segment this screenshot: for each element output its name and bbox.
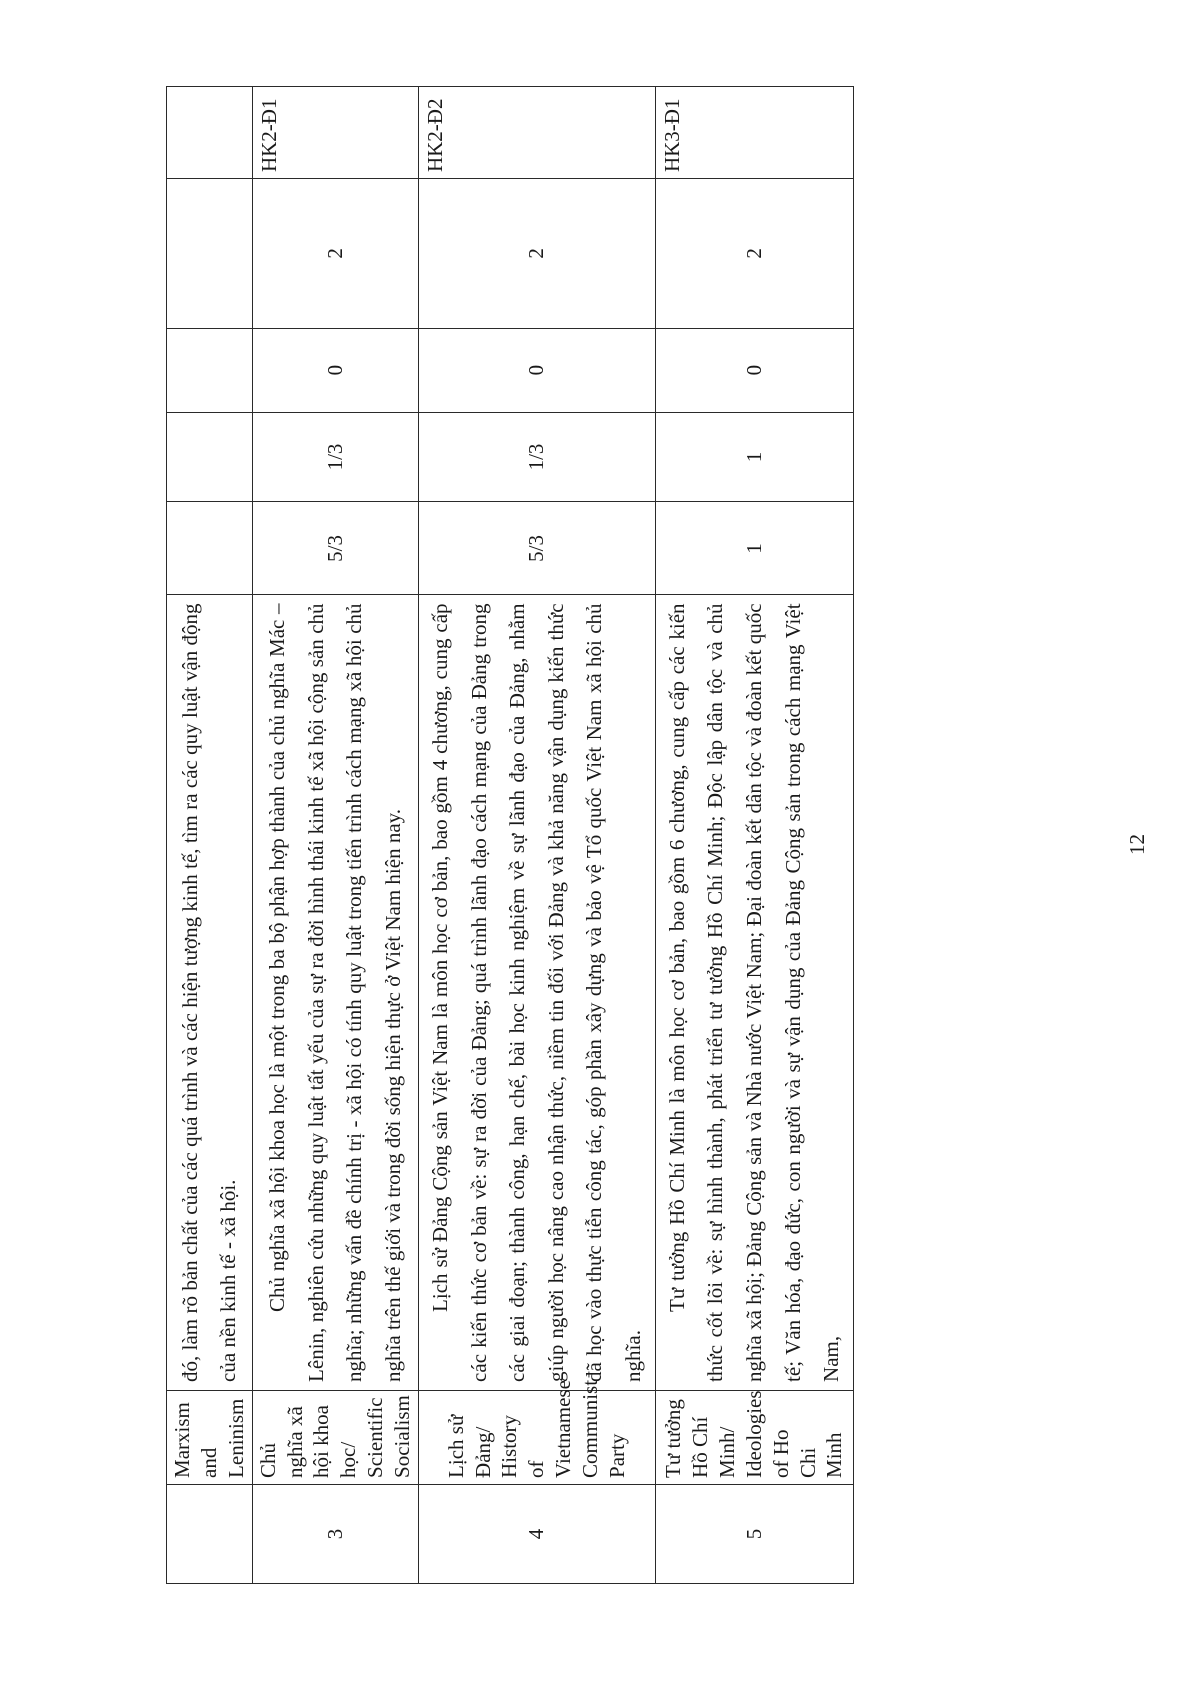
course-description-cell bbox=[252, 595, 418, 1391]
semester-cell: HK2-Đ1 bbox=[252, 87, 418, 179]
course-name-cell: Tư tưởng Hồ Chí Minh/ Ideologies of Ho Chi Minh bbox=[655, 1390, 853, 1484]
credits-practice-cell: 1/3 bbox=[252, 412, 418, 502]
course-description-cell: đó, làm rõ bản chất của các quá trình và các hiện tượng kinh tế, tìm ra các quy luật vận động của nền kinh tế - xã hội. bbox=[167, 595, 253, 1391]
course-description-text: Chủ nghĩa xã hội khoa học là một trong ba bộ phận hợp thành của chủ nghĩa Mác – Lênin, nghiên cứu những quy luật tất yếu của sự ra đời hình thái kinh tế xã hội cộng sản chủ nghĩa; những vấn đề chính trị - xã hội có tính quy luật trong tiến trình cách mạng xã hội chủ nghĩa trên thế giới và trong đời sống hiện thực ở Việt Nam hiện nay. bbox=[265, 603, 405, 1382]
table-row-continuation bbox=[167, 87, 253, 1584]
credits-other-cell: 0 bbox=[655, 328, 853, 412]
credits-theory-cell bbox=[167, 502, 253, 595]
credits-theory-cell: 1 bbox=[655, 502, 853, 595]
credits-practice-cell: 1 bbox=[655, 412, 853, 502]
credits-total-cell: 2 bbox=[655, 179, 853, 329]
semester-cell: HK2-Đ2 bbox=[418, 87, 655, 179]
table-row bbox=[252, 87, 418, 1584]
credits-other-cell: 0 bbox=[418, 328, 655, 412]
course-description-text: Tư tưởng Hồ Chí Minh là môn học cơ bản, bao gồm 6 chương, cung cấp các kiến thức cốt lõi về: sự hình thành, phát triển tư tưởng Hồ Chí Minh; Độc lập dân tộc và chủ nghĩa xã hội; Đảng Cộng sản và Nhà nước Việt Nam; Đại đoàn kết dân tộc và đoàn kết quốc tế; Văn hóa, đạo đức, con người và sự vận dụng của Đảng Cộng sản trong cách mạng Việt Nam, bbox=[664, 603, 844, 1382]
stt-cell: 5 bbox=[655, 1484, 853, 1583]
table-row bbox=[655, 87, 853, 1584]
credits-total-cell: 2 bbox=[252, 179, 418, 329]
course-name-cell: Chủ nghĩa xã hội khoa học/ Scientific Socialism bbox=[252, 1390, 418, 1484]
credits-theory-cell: 5/3 bbox=[252, 502, 418, 595]
credits-practice-cell bbox=[167, 412, 253, 502]
credits-theory-cell: 5/3 bbox=[418, 502, 655, 595]
curriculum-table bbox=[166, 86, 854, 1584]
stt-cell: 3 bbox=[252, 1484, 418, 1583]
semester-cell bbox=[167, 87, 253, 179]
credits-other-cell bbox=[167, 328, 253, 412]
credits-other-cell: 0 bbox=[252, 328, 418, 412]
table-row bbox=[418, 87, 655, 1584]
credits-total-cell: 2 bbox=[418, 179, 655, 329]
course-description-cell bbox=[655, 595, 853, 1391]
credits-practice-cell: 1/3 bbox=[418, 412, 655, 502]
course-description-text: Lịch sử Đảng Cộng sản Việt Nam là môn học cơ bản, bao gồm 4 chương, cung cấp các kiến thức cơ bản về: sự ra đời của Đảng; quá trình lãnh đạo cách mạng của Đảng trong các giai đoạn; thành công, hạn chế, bài học kinh nghiệm về sự lãnh đạo của Đảng, nhằm giúp người học nâng cao nhận thức, niềm tin đối với Đảng và khả năng vận dụng kiến thức đã học vào thực tiễn công tác, góp phần xây dựng và bảo vệ Tổ quốc Việt Nam xã hội chủ nghĩa. bbox=[427, 603, 645, 1382]
course-description-cell bbox=[418, 595, 655, 1391]
course-name-cell: Marxism and Leninism bbox=[167, 1390, 253, 1484]
credits-total-cell bbox=[167, 179, 253, 329]
course-name-cell: Lịch sử Đảng/ History of Vietnamese Communist Party bbox=[418, 1390, 655, 1484]
page-number: 12 bbox=[1125, 834, 1149, 855]
stt-cell bbox=[167, 1484, 253, 1583]
stt-cell: 4 bbox=[418, 1484, 655, 1583]
semester-cell: HK3-Đ1 bbox=[655, 87, 853, 179]
